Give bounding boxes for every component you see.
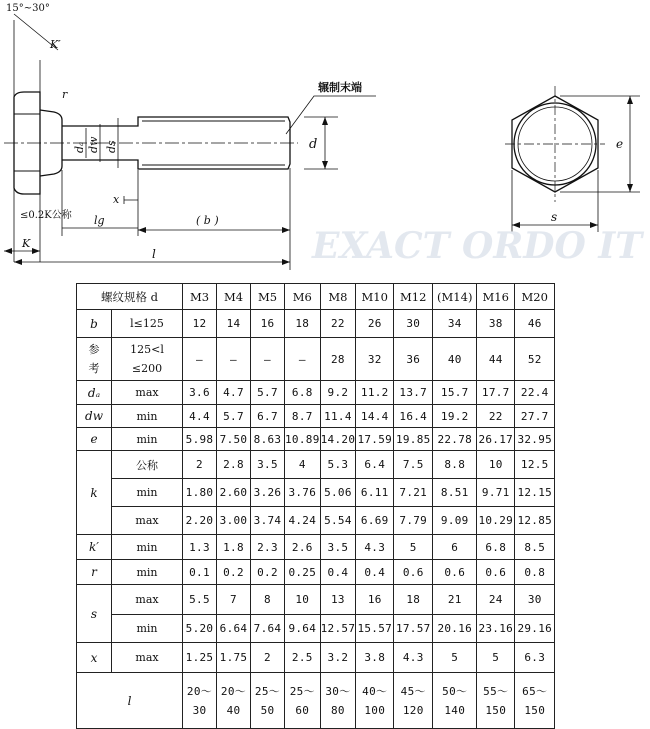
value-cell: 32.95 [515, 428, 555, 451]
value-cell: 10.89 [285, 428, 321, 451]
range-top: 55～ [483, 684, 509, 698]
size-cell: M6 [285, 284, 321, 310]
value-cell: 3.00 [217, 507, 251, 535]
value-cell: 40 [433, 338, 477, 381]
value-cell: 14.20 [320, 428, 356, 451]
range-cell [477, 673, 515, 729]
value-cell: 26 [356, 310, 394, 338]
param-k-prime: k′ [77, 535, 112, 560]
range-bottom: 30 [192, 703, 207, 717]
x-label: x [113, 193, 120, 206]
param-r: r [77, 560, 112, 585]
value-cell: 2.3 [251, 535, 285, 560]
cond-line: ≤200 [131, 362, 163, 375]
value-cell: 8.8 [433, 451, 477, 479]
cond-cell: max [112, 585, 183, 615]
range-cell [320, 673, 356, 729]
value-cell: 6.69 [356, 507, 394, 535]
range-bottom: 50 [260, 703, 275, 717]
range-cell [183, 673, 217, 729]
size-cell: M20 [515, 284, 555, 310]
cond-line: 125<l [130, 343, 164, 356]
value-cell: 5.20 [183, 615, 217, 643]
table-row-l [77, 673, 555, 729]
value-cell: 6.11 [356, 479, 394, 507]
value-cell: 11.4 [320, 405, 356, 428]
leader-roll-end [286, 96, 376, 134]
value-cell: 2.8 [217, 451, 251, 479]
range-bottom: 120 [402, 703, 424, 717]
dim-x [124, 196, 138, 204]
param-k: k [77, 451, 112, 535]
ref-char: 参 [88, 343, 100, 356]
range-top: 65～ [522, 684, 548, 698]
value-cell: 36 [394, 338, 433, 381]
value-cell: 5.3 [320, 451, 356, 479]
range-cell [217, 673, 251, 729]
value-cell: 24 [477, 585, 515, 615]
value-cell: 23.16 [477, 615, 515, 643]
value-cell: 14.4 [356, 405, 394, 428]
value-cell: 3.8 [356, 643, 394, 673]
value-cell: 14 [217, 310, 251, 338]
ds-label: ds [105, 140, 118, 153]
table-row-k-max [77, 507, 555, 535]
value-cell: 20.16 [433, 615, 477, 643]
range-bottom: 40 [226, 703, 241, 717]
value-cell: 30 [515, 585, 555, 615]
cond-cell: 公称 [112, 451, 183, 479]
value-cell: 52 [515, 338, 555, 381]
value-cell: 5 [477, 643, 515, 673]
value-cell: 22.4 [515, 381, 555, 405]
value-cell: 15.57 [356, 615, 394, 643]
e-label: e [616, 137, 624, 151]
size-cell: M8 [320, 284, 356, 310]
value-cell: 12.15 [515, 479, 555, 507]
k-prime-label: K′ [50, 38, 61, 51]
value-cell: 38 [477, 310, 515, 338]
value-cell: 27.7 [515, 405, 555, 428]
param-b: b [77, 310, 112, 338]
ref-label [77, 338, 112, 381]
value-cell: 22 [477, 405, 515, 428]
spec-label: 螺纹规格 d [77, 284, 183, 310]
range-bottom: 150 [524, 703, 546, 717]
value-cell: 5 [433, 643, 477, 673]
value-cell: 4.4 [183, 405, 217, 428]
value-cell: 9.71 [477, 479, 515, 507]
value-cell: 46 [515, 310, 555, 338]
range-cell [356, 673, 394, 729]
value-cell: 4 [285, 451, 321, 479]
size-cell: M10 [356, 284, 394, 310]
table-row-s-min [77, 615, 555, 643]
range-top: 20～ [220, 684, 247, 698]
value-cell: 9.64 [285, 615, 321, 643]
value-cell: 8.63 [251, 428, 285, 451]
table-row-x [77, 643, 555, 673]
cond-cell: max [112, 381, 183, 405]
value-cell: 7 [217, 585, 251, 615]
range-cell [394, 673, 433, 729]
value-cell: 12.85 [515, 507, 555, 535]
table-row-da [77, 381, 555, 405]
value-cell: 5.98 [183, 428, 217, 451]
value-cell: — [217, 338, 251, 381]
value-cell: 22 [320, 310, 356, 338]
value-cell: 7.64 [251, 615, 285, 643]
angle-label: 15°~30° [6, 3, 50, 14]
value-cell: 0.6 [477, 560, 515, 585]
value-cell: 34 [433, 310, 477, 338]
table-row-b [77, 310, 555, 338]
value-cell: 15.7 [433, 381, 477, 405]
value-cell: 8 [251, 585, 285, 615]
value-cell: 0.1 [183, 560, 217, 585]
r-label: r [62, 88, 68, 101]
value-cell: 0.2 [217, 560, 251, 585]
range-top: 50～ [442, 684, 468, 698]
value-cell: 19.2 [433, 405, 477, 428]
value-cell: 3.6 [183, 381, 217, 405]
da-label: dₐ [73, 141, 86, 153]
ref-char: 考 [88, 362, 100, 375]
value-cell: 2.6 [285, 535, 321, 560]
value-cell: 4.3 [356, 535, 394, 560]
range-top: 30～ [325, 684, 351, 698]
range-bottom: 80 [331, 703, 345, 717]
value-cell: 0.2 [251, 560, 285, 585]
value-cell: 5.7 [217, 405, 251, 428]
value-cell: 13.7 [394, 381, 433, 405]
value-cell: 10 [285, 585, 321, 615]
value-cell: 4.7 [217, 381, 251, 405]
value-cell: 26.17 [477, 428, 515, 451]
l-label: l [152, 247, 156, 261]
value-cell: 1.80 [183, 479, 217, 507]
spec-table [76, 283, 555, 729]
extension-lines [14, 14, 290, 270]
cond-cell: min [112, 428, 183, 451]
value-cell: 29.16 [515, 615, 555, 643]
value-cell: 6.7 [251, 405, 285, 428]
value-cell: 12.5 [515, 451, 555, 479]
size-cell: (M14) [433, 284, 477, 310]
value-cell: 10 [477, 451, 515, 479]
table-row-r [77, 560, 555, 585]
value-cell: — [285, 338, 321, 381]
table-row-e [77, 428, 555, 451]
value-cell: — [183, 338, 217, 381]
range-top: 40～ [362, 684, 388, 698]
value-cell: 4.24 [285, 507, 321, 535]
value-cell: 0.6 [433, 560, 477, 585]
size-cell: M12 [394, 284, 433, 310]
value-cell: 3.5 [251, 451, 285, 479]
table-header-row [77, 284, 555, 310]
range-bottom: 140 [444, 703, 466, 717]
value-cell: 2 [183, 451, 217, 479]
range-top: 20～ [186, 684, 213, 698]
size-cell: M5 [251, 284, 285, 310]
size-cell: M4 [217, 284, 251, 310]
value-cell: 1.75 [217, 643, 251, 673]
range-top: 25～ [254, 684, 281, 698]
watermark: EXACT ORDO IT [312, 225, 643, 267]
value-cell: 6.64 [217, 615, 251, 643]
value-cell: 6 [433, 535, 477, 560]
value-cell: 18 [285, 310, 321, 338]
K-label: K [22, 237, 31, 250]
cond-cell: min [112, 405, 183, 428]
table-row-k-min [77, 479, 555, 507]
value-cell: 7.5 [394, 451, 433, 479]
value-cell: 7.21 [394, 479, 433, 507]
range-cell [251, 673, 285, 729]
value-cell: 2.60 [217, 479, 251, 507]
dw-label: dw [87, 136, 100, 153]
value-cell: 8.7 [285, 405, 321, 428]
param-da: dₐ [77, 381, 112, 405]
value-cell: 9.2 [320, 381, 356, 405]
value-cell: 2 [251, 643, 285, 673]
value-cell: 3.74 [251, 507, 285, 535]
param-l: l [77, 673, 183, 729]
cond-cell: max [112, 507, 183, 535]
value-cell: 1.25 [183, 643, 217, 673]
value-cell: 18 [394, 585, 433, 615]
value-cell: 11.2 [356, 381, 394, 405]
range-cell [285, 673, 321, 729]
value-cell: 32 [356, 338, 394, 381]
value-cell: 2.20 [183, 507, 217, 535]
value-cell: 21 [433, 585, 477, 615]
value-cell: 5 [394, 535, 433, 560]
range-bottom: 100 [364, 703, 386, 717]
value-cell: 6.8 [477, 535, 515, 560]
s-label: s [551, 210, 558, 224]
value-cell: 5.06 [320, 479, 356, 507]
value-cell: 6.4 [356, 451, 394, 479]
cond-cell [112, 338, 183, 381]
param-dw: dw [77, 405, 112, 428]
value-cell: 5.54 [320, 507, 356, 535]
lg-label: lg [94, 214, 105, 227]
value-cell: 3.76 [285, 479, 321, 507]
value-cell: 6.3 [515, 643, 555, 673]
value-cell: 13 [320, 585, 356, 615]
range-bottom: 60 [295, 703, 310, 717]
value-cell: 12.57 [320, 615, 356, 643]
cond-cell: l≤125 [112, 310, 183, 338]
cond-cell: min [112, 479, 183, 507]
value-cell: 0.25 [285, 560, 321, 585]
range-cell [515, 673, 555, 729]
value-cell: 7.79 [394, 507, 433, 535]
value-cell: 1.8 [217, 535, 251, 560]
value-cell: 28 [320, 338, 356, 381]
value-cell: 22.78 [433, 428, 477, 451]
value-cell: 10.29 [477, 507, 515, 535]
value-cell: 5.7 [251, 381, 285, 405]
table-row-b-ref [77, 338, 555, 381]
value-cell: 7.50 [217, 428, 251, 451]
value-cell: 0.8 [515, 560, 555, 585]
range-cell [433, 673, 477, 729]
roll-end-label: 辗制末端 [318, 81, 362, 94]
value-cell: 17.7 [477, 381, 515, 405]
size-cell: M3 [183, 284, 217, 310]
table-row-k-prime [77, 535, 555, 560]
range-top: 25～ [289, 684, 315, 698]
value-cell: 8.51 [433, 479, 477, 507]
range-bottom: 150 [485, 703, 507, 717]
table-row-dw [77, 405, 555, 428]
param-x: x [77, 643, 112, 673]
d-label: d [309, 137, 318, 152]
value-cell: 17.59 [356, 428, 394, 451]
param-s: s [77, 585, 112, 643]
table-row-s-max [77, 585, 555, 615]
k-limit-label: ≤0.2K公称 [20, 210, 72, 221]
value-cell: 4.3 [394, 643, 433, 673]
cond-cell: max [112, 643, 183, 673]
cond-cell: min [112, 560, 183, 585]
value-cell: 16 [251, 310, 285, 338]
value-cell: 3.2 [320, 643, 356, 673]
value-cell: 0.4 [320, 560, 356, 585]
value-cell: 0.6 [394, 560, 433, 585]
table-row-k-nominal [77, 451, 555, 479]
value-cell: 17.57 [394, 615, 433, 643]
cond-cell: min [112, 535, 183, 560]
value-cell: 5.5 [183, 585, 217, 615]
value-cell: 44 [477, 338, 515, 381]
value-cell: 3.26 [251, 479, 285, 507]
param-e: e [77, 428, 112, 451]
value-cell: 3.5 [320, 535, 356, 560]
value-cell: 0.4 [356, 560, 394, 585]
bolt-head-chamfer [14, 114, 40, 171]
value-cell: 16.4 [394, 405, 433, 428]
value-cell: 8.5 [515, 535, 555, 560]
bolt-drawing [0, 0, 650, 280]
value-cell: 9.09 [433, 507, 477, 535]
b-label: ( b ) [196, 214, 219, 227]
value-cell: 6.8 [285, 381, 321, 405]
range-top: 45～ [400, 684, 426, 698]
size-cell: M16 [477, 284, 515, 310]
value-cell: 16 [356, 585, 394, 615]
value-cell: 1.3 [183, 535, 217, 560]
value-cell: — [251, 338, 285, 381]
value-cell: 12 [183, 310, 217, 338]
cond-cell: min [112, 615, 183, 643]
value-cell: 30 [394, 310, 433, 338]
value-cell: 19.85 [394, 428, 433, 451]
value-cell: 2.5 [285, 643, 321, 673]
